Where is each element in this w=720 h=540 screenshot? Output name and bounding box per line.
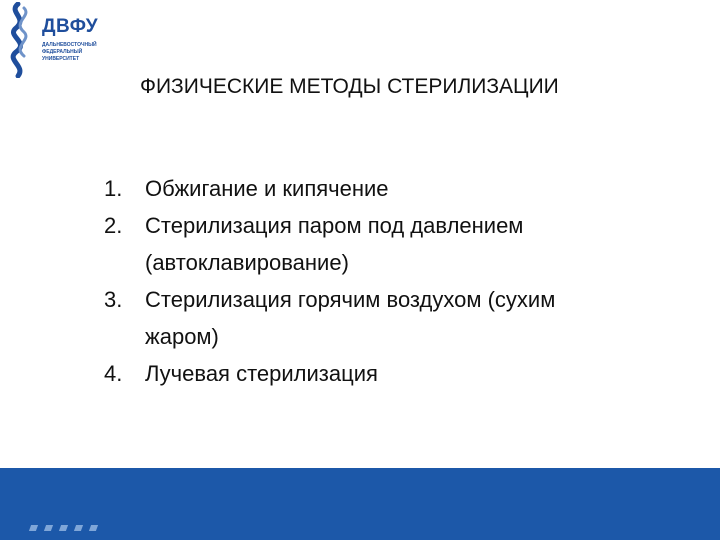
- list-item-text: Лучевая стерилизация: [145, 361, 378, 386]
- logo-emblem-icon: [4, 2, 34, 78]
- list-item-text-continued: жаром): [145, 324, 219, 349]
- logo-subtitle-line: УНИВЕРСИТЕТ: [42, 56, 80, 62]
- list-item-number: 2.: [104, 213, 123, 238]
- logo-subtitle-line: ДАЛЬНЕВОСТОЧНЫЙ: [42, 42, 97, 48]
- methods-list: [104, 170, 716, 392]
- list-item-text: Обжигание и кипячение: [145, 176, 389, 201]
- list-item: [104, 207, 716, 281]
- list-item: [104, 170, 716, 207]
- list-item-number: 4.: [104, 361, 123, 386]
- list-item-number: 1.: [104, 176, 123, 201]
- footer-band: [0, 468, 720, 540]
- list-item: [104, 281, 716, 355]
- slide-title: ФИЗИЧЕСКИЕ МЕТОДЫ СТЕРИЛИЗАЦИИ: [140, 75, 559, 98]
- footer-decoration: [30, 518, 105, 530]
- list-item: [104, 355, 716, 392]
- list-item-text: Стерилизация паром под давлением: [145, 213, 524, 238]
- list-item-number: 3.: [104, 287, 123, 312]
- list-item-text-continued: (автоклавирование): [145, 250, 349, 275]
- logo-subtitle: [42, 42, 106, 63]
- logo-name: ДВФУ: [42, 16, 99, 37]
- university-logo: [4, 2, 104, 78]
- logo-subtitle-line: ФЕДЕРАЛЬНЫЙ: [42, 49, 83, 55]
- list-item-text: Стерилизация горячим воздухом (сухим: [145, 287, 556, 312]
